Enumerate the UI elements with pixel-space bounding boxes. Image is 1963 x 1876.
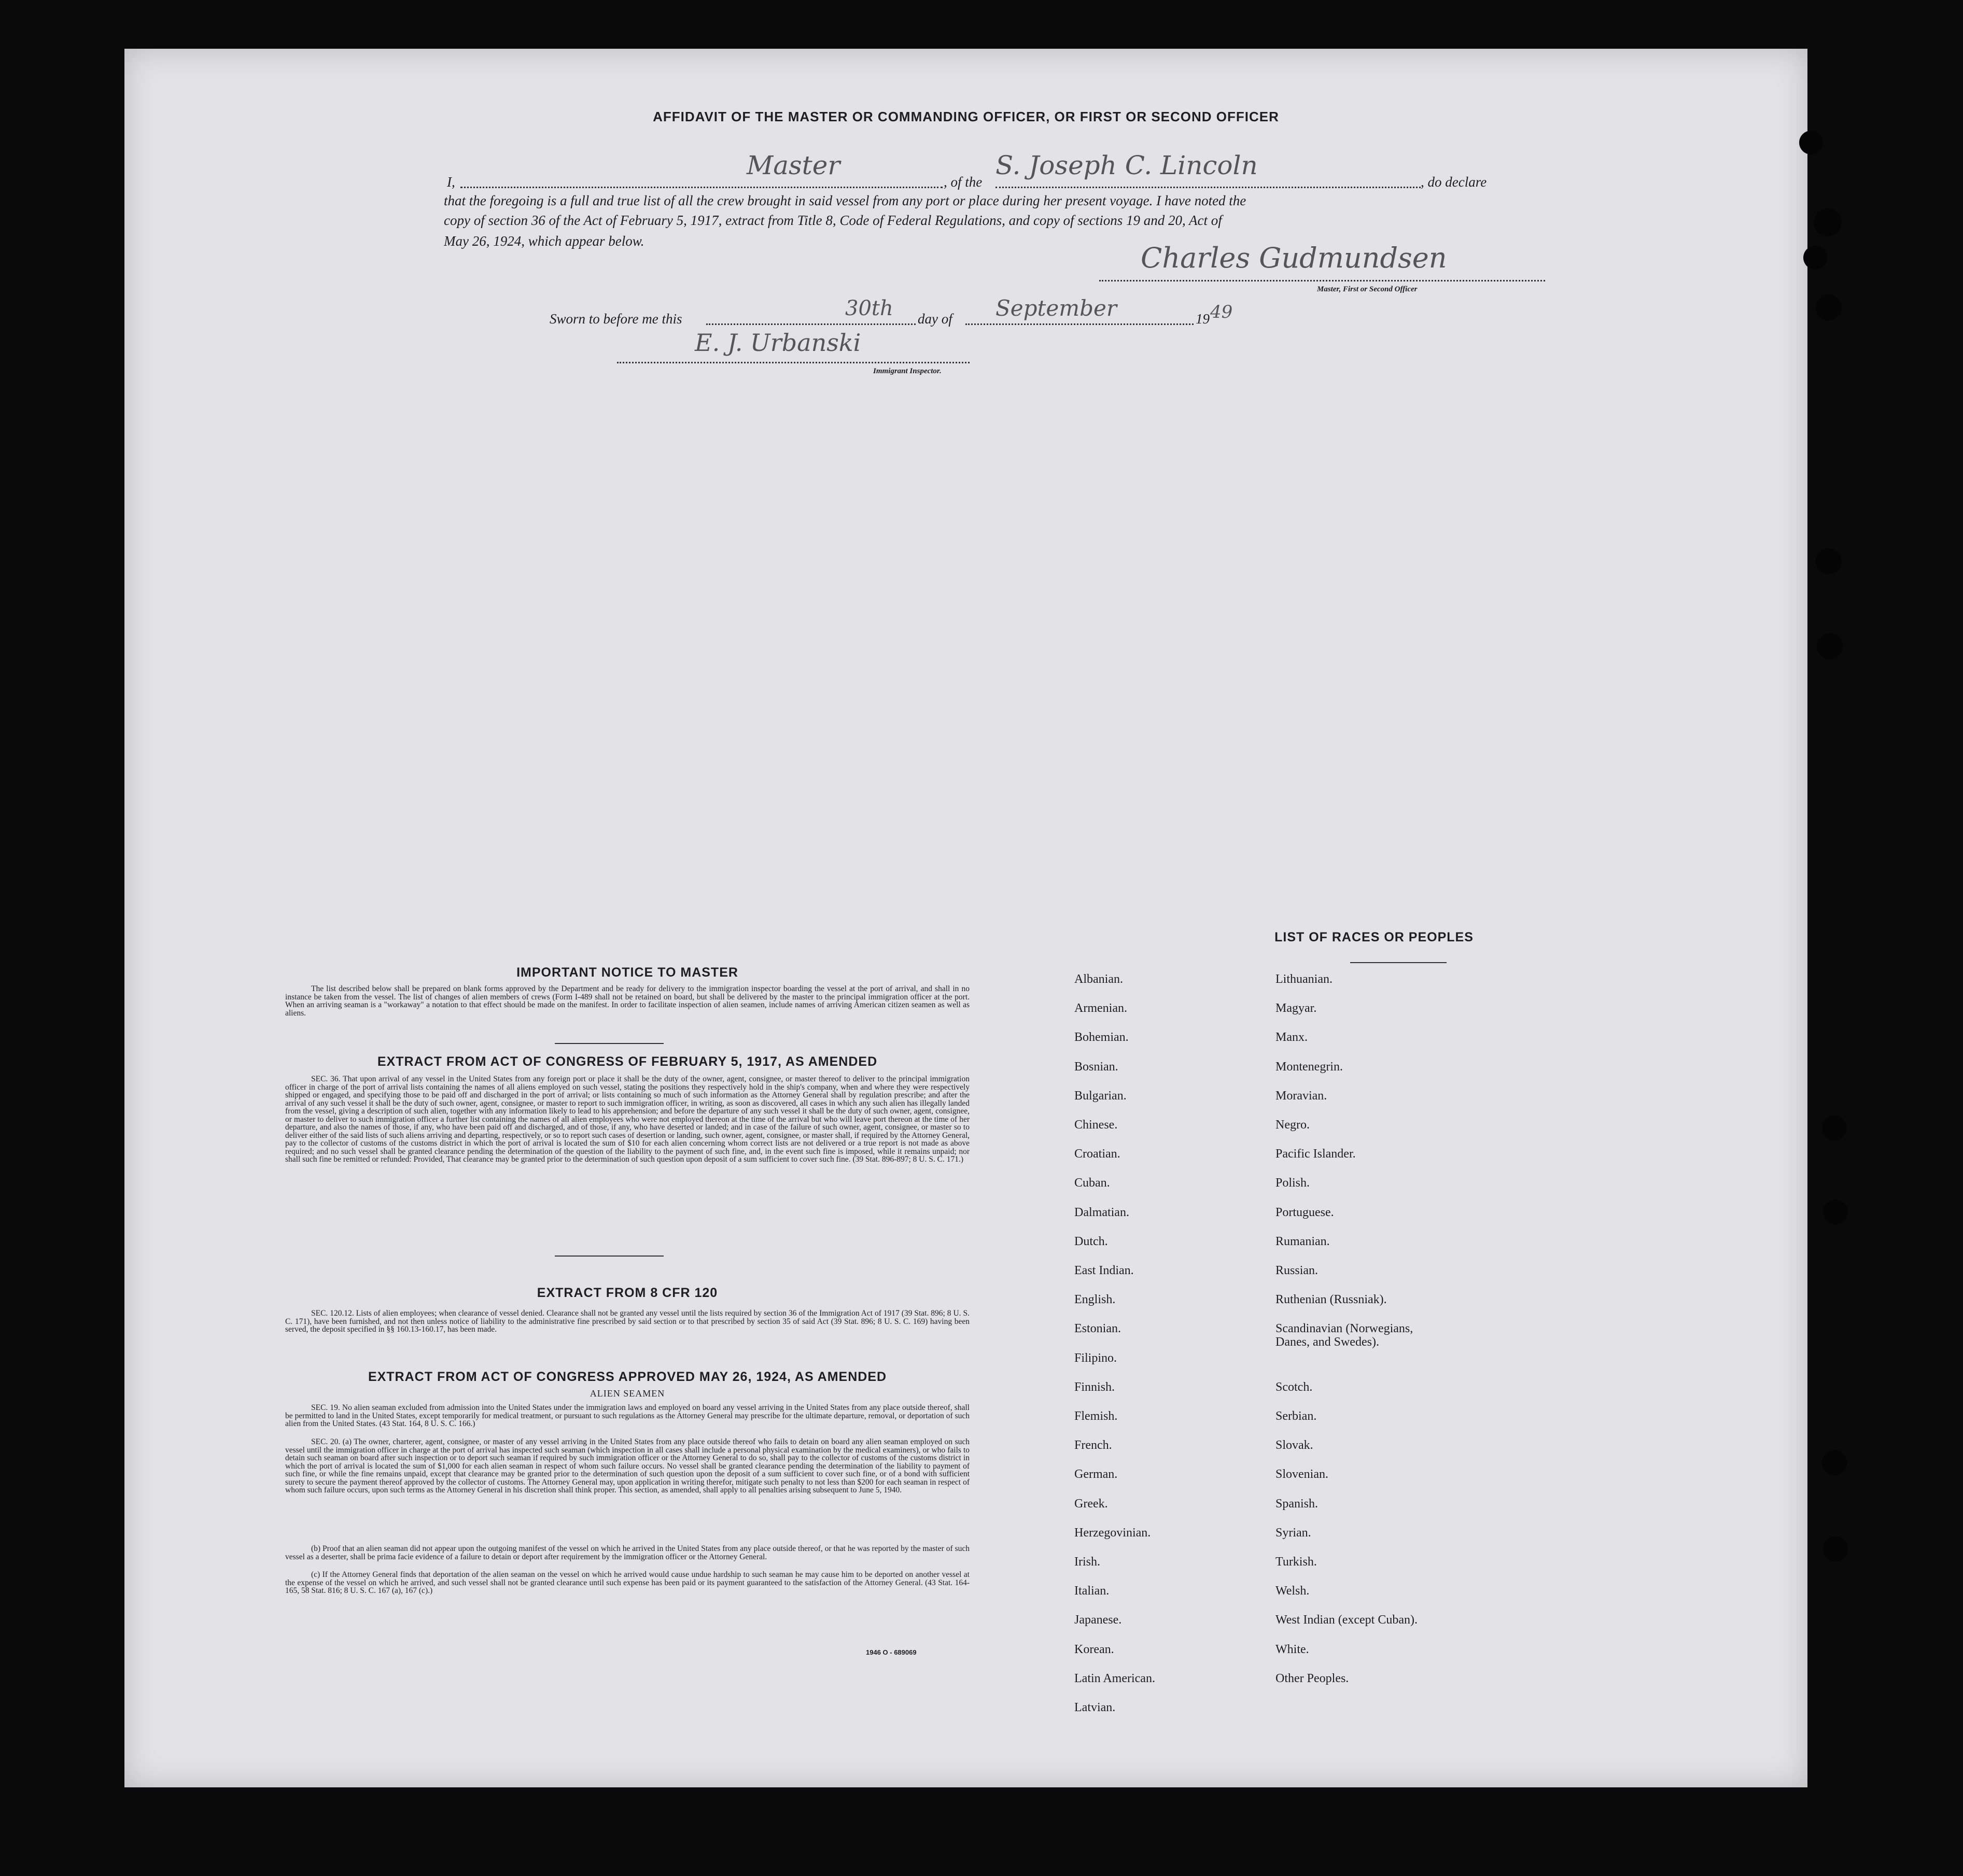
affidavit-body-line-1: that the foregoing is a full and true list of all the crew brought in said vessel from any port or place during her present voyage. I have noted the bbox=[444, 193, 1246, 208]
punch-hole bbox=[1799, 131, 1823, 154]
signature-line bbox=[1099, 280, 1545, 281]
race-item: French. bbox=[1074, 1438, 1112, 1452]
race-item: Pacific Islander. bbox=[1275, 1147, 1356, 1161]
race-item: Latvian. bbox=[1074, 1701, 1116, 1714]
race-item: Magyar. bbox=[1275, 1002, 1317, 1015]
punch-hole bbox=[1816, 548, 1842, 574]
race-item: Flemish. bbox=[1074, 1409, 1118, 1423]
race-item: Herzegovinian. bbox=[1074, 1526, 1151, 1540]
extract-1924-sec20c: (c) If the Attorney General finds that deportation of the alien seaman on the vessel on which he arrived would cause undue hardship to such seaman he may cause him to be deported on another vessel at the expense of the vessel on which he arrived, and such vessel shall not be granted clearance until such expense has been paid or its payment guaranteed to the satisfaction of the Attorney General. (43 Stat. 164-165, 58 Stat. 816; 8 U. S. C. 167 (a), 167 (c).) bbox=[285, 1570, 970, 1595]
punch-hole bbox=[1816, 294, 1842, 320]
blank-line-vessel bbox=[995, 187, 1421, 188]
extract-cfr-title: EXTRACT FROM 8 CFR 120 bbox=[537, 1286, 718, 1300]
race-item: Negro. bbox=[1275, 1118, 1310, 1132]
punch-hole bbox=[1822, 1116, 1847, 1140]
affidavit-of-the: , of the bbox=[944, 174, 983, 190]
race-item: Montenegrin. bbox=[1275, 1060, 1343, 1074]
race-item: Estonian. bbox=[1074, 1322, 1121, 1335]
race-item: Slovenian. bbox=[1275, 1468, 1328, 1481]
race-item: Bohemian. bbox=[1074, 1031, 1129, 1044]
document-page bbox=[124, 49, 1807, 1787]
affidavit-i: I, bbox=[447, 174, 455, 190]
race-item: Italian. bbox=[1074, 1584, 1110, 1598]
punch-hole bbox=[1823, 1200, 1848, 1224]
race-item: Latin American. bbox=[1074, 1672, 1155, 1685]
handwritten-year: 49 bbox=[1210, 302, 1233, 322]
race-item: Japanese. bbox=[1074, 1613, 1122, 1627]
race-item: Ruthenian (Russniak). bbox=[1275, 1293, 1387, 1306]
race-item: Dutch. bbox=[1074, 1235, 1108, 1248]
race-item: Filipino. bbox=[1074, 1351, 1117, 1365]
race-item: Scotch. bbox=[1275, 1380, 1313, 1394]
signature-label: Master, First or Second Officer bbox=[1317, 285, 1418, 293]
affidavit-body-line-3: May 26, 1924, which appear below. bbox=[444, 233, 644, 249]
extract-1917-text: SEC. 36. That upon arrival of any vessel in the United States from any foreign port or place it shall be the duty of the owner, agent, consignee, or master thereof to deliver to the principal immigration officer in charge of the port of arrival lists containing the names of all aliens employed on such vessel, stating the positions they respectively hold in the ship's company, when and where they were respectively shipped or engaged, and specifying those to be paid off and discharged in the port of arrival; or lists containing so much of such information as the Attorney General shall by regulation prescribe; and after the arrival of any such vessel it shall be the duty of such owner, agent, consignee, or master to report to such immigration officer, in writing, as soon as discovered, all cases in which any such alien has illegally landed from the vessel, giving a description of such alien, together with any information likely to lead to his apprehension; and before the departure of any such vessel it shall be the duty of such owner, agent, consignee, or master to deliver to such immigration officer a further list containing the names of all alien employees who were not employed thereon at the time of the arrival but who will leave port thereon at the time of her departure, and also the names of those, if any, who have been paid off and discharged, and of those, if any, who have deserted or landed; and in case of the failure of such owner, agent, consignee, or master so to deliver either of the said lists of such aliens arriving and departing, respectively, or so to report such cases of desertion or landing, such owner, agent, consignee, or master shall, if required by the Attorney General, pay to the collector of customs of the customs district in which the port of arrival is located the sum of $10 for each alien concerning whom correct lists are not delivered or a true report is not made as above required; and no such vessel shall be granted clearance pending the determination of the question of the liability to the payment of such fine, and, in the event such fine is imposed, while it remains unpaid; nor shall such fine be remitted or refunded: Provided, That clearance may be granted prior to the determination of such question upon deposit of a sum sufficient to cover such fine. (39 Stat. 896-897; 8 U. S. C. 171.) bbox=[285, 1075, 970, 1164]
handwritten-inspector-signature: E. J. Urbanski bbox=[695, 329, 861, 357]
race-item: Russian. bbox=[1275, 1264, 1319, 1277]
affidavit-body-line-2: copy of section 36 of the Act of February 5, 1917, extract from Title 8, Code of Federal Regulations, and copy of sections 19 and 20, Act of bbox=[444, 213, 1222, 228]
race-item: Other Peoples. bbox=[1275, 1672, 1349, 1685]
extract-1924-title: EXTRACT FROM ACT OF CONGRESS APPROVED MAY 26, 1924, AS AMENDED bbox=[368, 1370, 887, 1384]
inspector-label: Immigrant Inspector. bbox=[873, 367, 942, 375]
sworn-day-of: day of bbox=[918, 311, 952, 327]
print-code: 1946 O - 689069 bbox=[866, 1648, 917, 1656]
punch-hole bbox=[1822, 1450, 1847, 1475]
race-item: Dalmatian. bbox=[1074, 1206, 1129, 1219]
race-item: Spanish. bbox=[1275, 1497, 1319, 1511]
notice-title: IMPORTANT NOTICE TO MASTER bbox=[516, 965, 738, 980]
race-item: Syrian. bbox=[1275, 1526, 1311, 1540]
race-item: Greek. bbox=[1074, 1497, 1108, 1511]
race-item: Danes, and Swedes). bbox=[1275, 1335, 1379, 1349]
race-item: Serbian. bbox=[1275, 1409, 1317, 1423]
blank-line-master bbox=[460, 187, 943, 188]
race-item: Chinese. bbox=[1074, 1118, 1118, 1132]
affidavit-do-declare: , do declare bbox=[1421, 174, 1487, 190]
blank-line-month bbox=[965, 323, 1194, 325]
extract-1924-subtitle: ALIEN SEAMEN bbox=[590, 1388, 665, 1399]
affidavit-title: AFFIDAVIT OF THE MASTER OR COMMANDING OFFICER, OR FIRST OR SECOND OFFICER bbox=[653, 109, 1279, 124]
handwritten-day: 30th bbox=[845, 297, 893, 320]
divider bbox=[555, 1256, 664, 1257]
handwritten-month: September bbox=[995, 295, 1117, 321]
race-item: White. bbox=[1275, 1643, 1309, 1656]
race-item: Bulgarian. bbox=[1074, 1089, 1127, 1103]
race-item: Irish. bbox=[1074, 1555, 1100, 1569]
race-item: Korean. bbox=[1074, 1643, 1114, 1656]
extract-cfr-text: SEC. 120.12. Lists of alien employees; when clearance of vessel denied. Clearance shall not be granted any vessel until the lists required by section 36 of the Immigration Act of 1917 (39 Stat. 896; 8 U. S. C. 171), have been furnished, and not then unless notice of liability to the administrative fine prescribed by said section or to that prescribed by section 35 of said Act (39 Stat. 896; 8 U. S. C. 169) having been served, the deposit specified in §§ 160.13-160.17, has been made. bbox=[285, 1309, 970, 1334]
race-item: Bosnian. bbox=[1074, 1060, 1118, 1074]
punch-hole bbox=[1803, 246, 1827, 270]
punch-hole bbox=[1814, 208, 1842, 236]
race-item: Croatian. bbox=[1074, 1147, 1120, 1161]
punch-hole bbox=[1817, 633, 1843, 659]
extract-1917-title: EXTRACT FROM ACT OF CONGRESS OF FEBRUARY 5, 1917, AS AMENDED bbox=[377, 1054, 878, 1069]
race-item: Albanian. bbox=[1074, 972, 1123, 986]
race-item: Rumanian. bbox=[1275, 1235, 1330, 1248]
notice-text: The list described below shall be prepared on blank forms approved by the Department and be ready for delivery to the immigration inspector boarding the vessel at the port of arrival, and shall in no instance be taken from the vessel. The list of changes of alien members of crews (Form I-489 shall not be retained on board, but shall be delivered by the master to the principal immigration officer at the port. When an arriving seaman is a "workaway" a notation to that effect should be made on the manifest. In order to facilitate inspection of alien seamen, include names of arriving American citizen seamen as well as aliens. bbox=[285, 984, 970, 1018]
divider bbox=[555, 1043, 664, 1044]
sworn-prefix: Sworn to before me this bbox=[550, 311, 682, 327]
race-item: Polish. bbox=[1275, 1176, 1310, 1190]
race-item: Finnish. bbox=[1074, 1380, 1115, 1394]
race-item: Slovak. bbox=[1275, 1438, 1313, 1452]
handwritten-master-signature: Charles Gudmundsen bbox=[1141, 242, 1447, 274]
race-item: Moravian. bbox=[1275, 1089, 1327, 1103]
race-item: Scandinavian (Norwegians, bbox=[1275, 1322, 1413, 1335]
extract-1924-sec20b: (b) Proof that an alien seaman did not appear upon the outgoing manifest of the vessel on which he arrived in the United States from any place outside thereof, or that he was reported by the master of such vessel as a deserter, shall be prima facie evidence of a failure to detain or deport after requirement by the immigration officer or the Attorney General. bbox=[285, 1544, 970, 1561]
punch-hole bbox=[1823, 1536, 1848, 1561]
race-item: Portuguese. bbox=[1275, 1206, 1334, 1219]
race-item: Armenian. bbox=[1074, 1002, 1127, 1015]
handwritten-master: Master bbox=[747, 150, 840, 180]
race-item: Lithuanian. bbox=[1275, 972, 1333, 986]
race-item: Turkish. bbox=[1275, 1555, 1317, 1569]
race-item: West Indian (except Cuban). bbox=[1275, 1613, 1418, 1627]
extract-1924-sec20a: SEC. 20. (a) The owner, charterer, agent, consignee, or master of any vessel arriving in the United States from any place outside thereof who fails to detain on board any alien seaman employed on such vessel until the immigration officer in charge at the port of arrival has inspected such seaman (which inspection in all cases shall include a personal physical examination by the medical examiners), or who fails to detain such seaman on board after such inspection or to deport such seaman if required by such immigration officer or the Attorney General to do so, shall pay to the collector of customs of the customs district in which the port of arrival is located the sum of $1,000 for each alien seaman in respect of whom such failure occurs. No vessel shall be granted clearance pending the determination of the liability to payment of such fine, or while the fine remains unpaid, except that clearance may be granted prior to the determination of such question upon the deposit of a sum sufficient to cover such fine, or of a bond with sufficient surety to secure the payment thereof approved by the collector of customs. The Attorney General may, upon application in writing therefor, mitigate such penalty to not less than $200 for each seaman in respect of whom such failure occurs, upon such terms as the Attorney General in his discretion shall think proper. This section, as amended, shall apply to all penalties arising subsequent to June 5, 1940. bbox=[285, 1437, 970, 1494]
sworn-year-prefix: 19 bbox=[1196, 311, 1210, 327]
race-item: Manx. bbox=[1275, 1031, 1308, 1044]
inspector-line bbox=[617, 362, 970, 363]
race-item: Welsh. bbox=[1275, 1584, 1310, 1598]
race-item: German. bbox=[1074, 1468, 1118, 1481]
blank-line-day bbox=[706, 323, 916, 325]
race-item: Cuban. bbox=[1074, 1176, 1110, 1190]
divider bbox=[1350, 962, 1447, 963]
extract-1924-sec19: SEC. 19. No alien seaman excluded from admission into the United States under the immigration laws and employed on board any vessel arriving in the United States from any place outside thereof, shall be permitted to land in the United States, except temporarily for medical treatment, or pursuant to such regulations as the Attorney General may prescribe for the ultimate departure, removal, or deportation of such alien from the United States. (43 Stat. 164, 8 U. S. C. 166.) bbox=[285, 1403, 970, 1428]
race-item: English. bbox=[1074, 1293, 1116, 1306]
race-item: East Indian. bbox=[1074, 1264, 1134, 1277]
handwritten-vessel-name: S. Joseph C. Lincoln bbox=[995, 150, 1258, 180]
races-title: LIST OF RACES OR PEOPLES bbox=[1274, 930, 1474, 944]
